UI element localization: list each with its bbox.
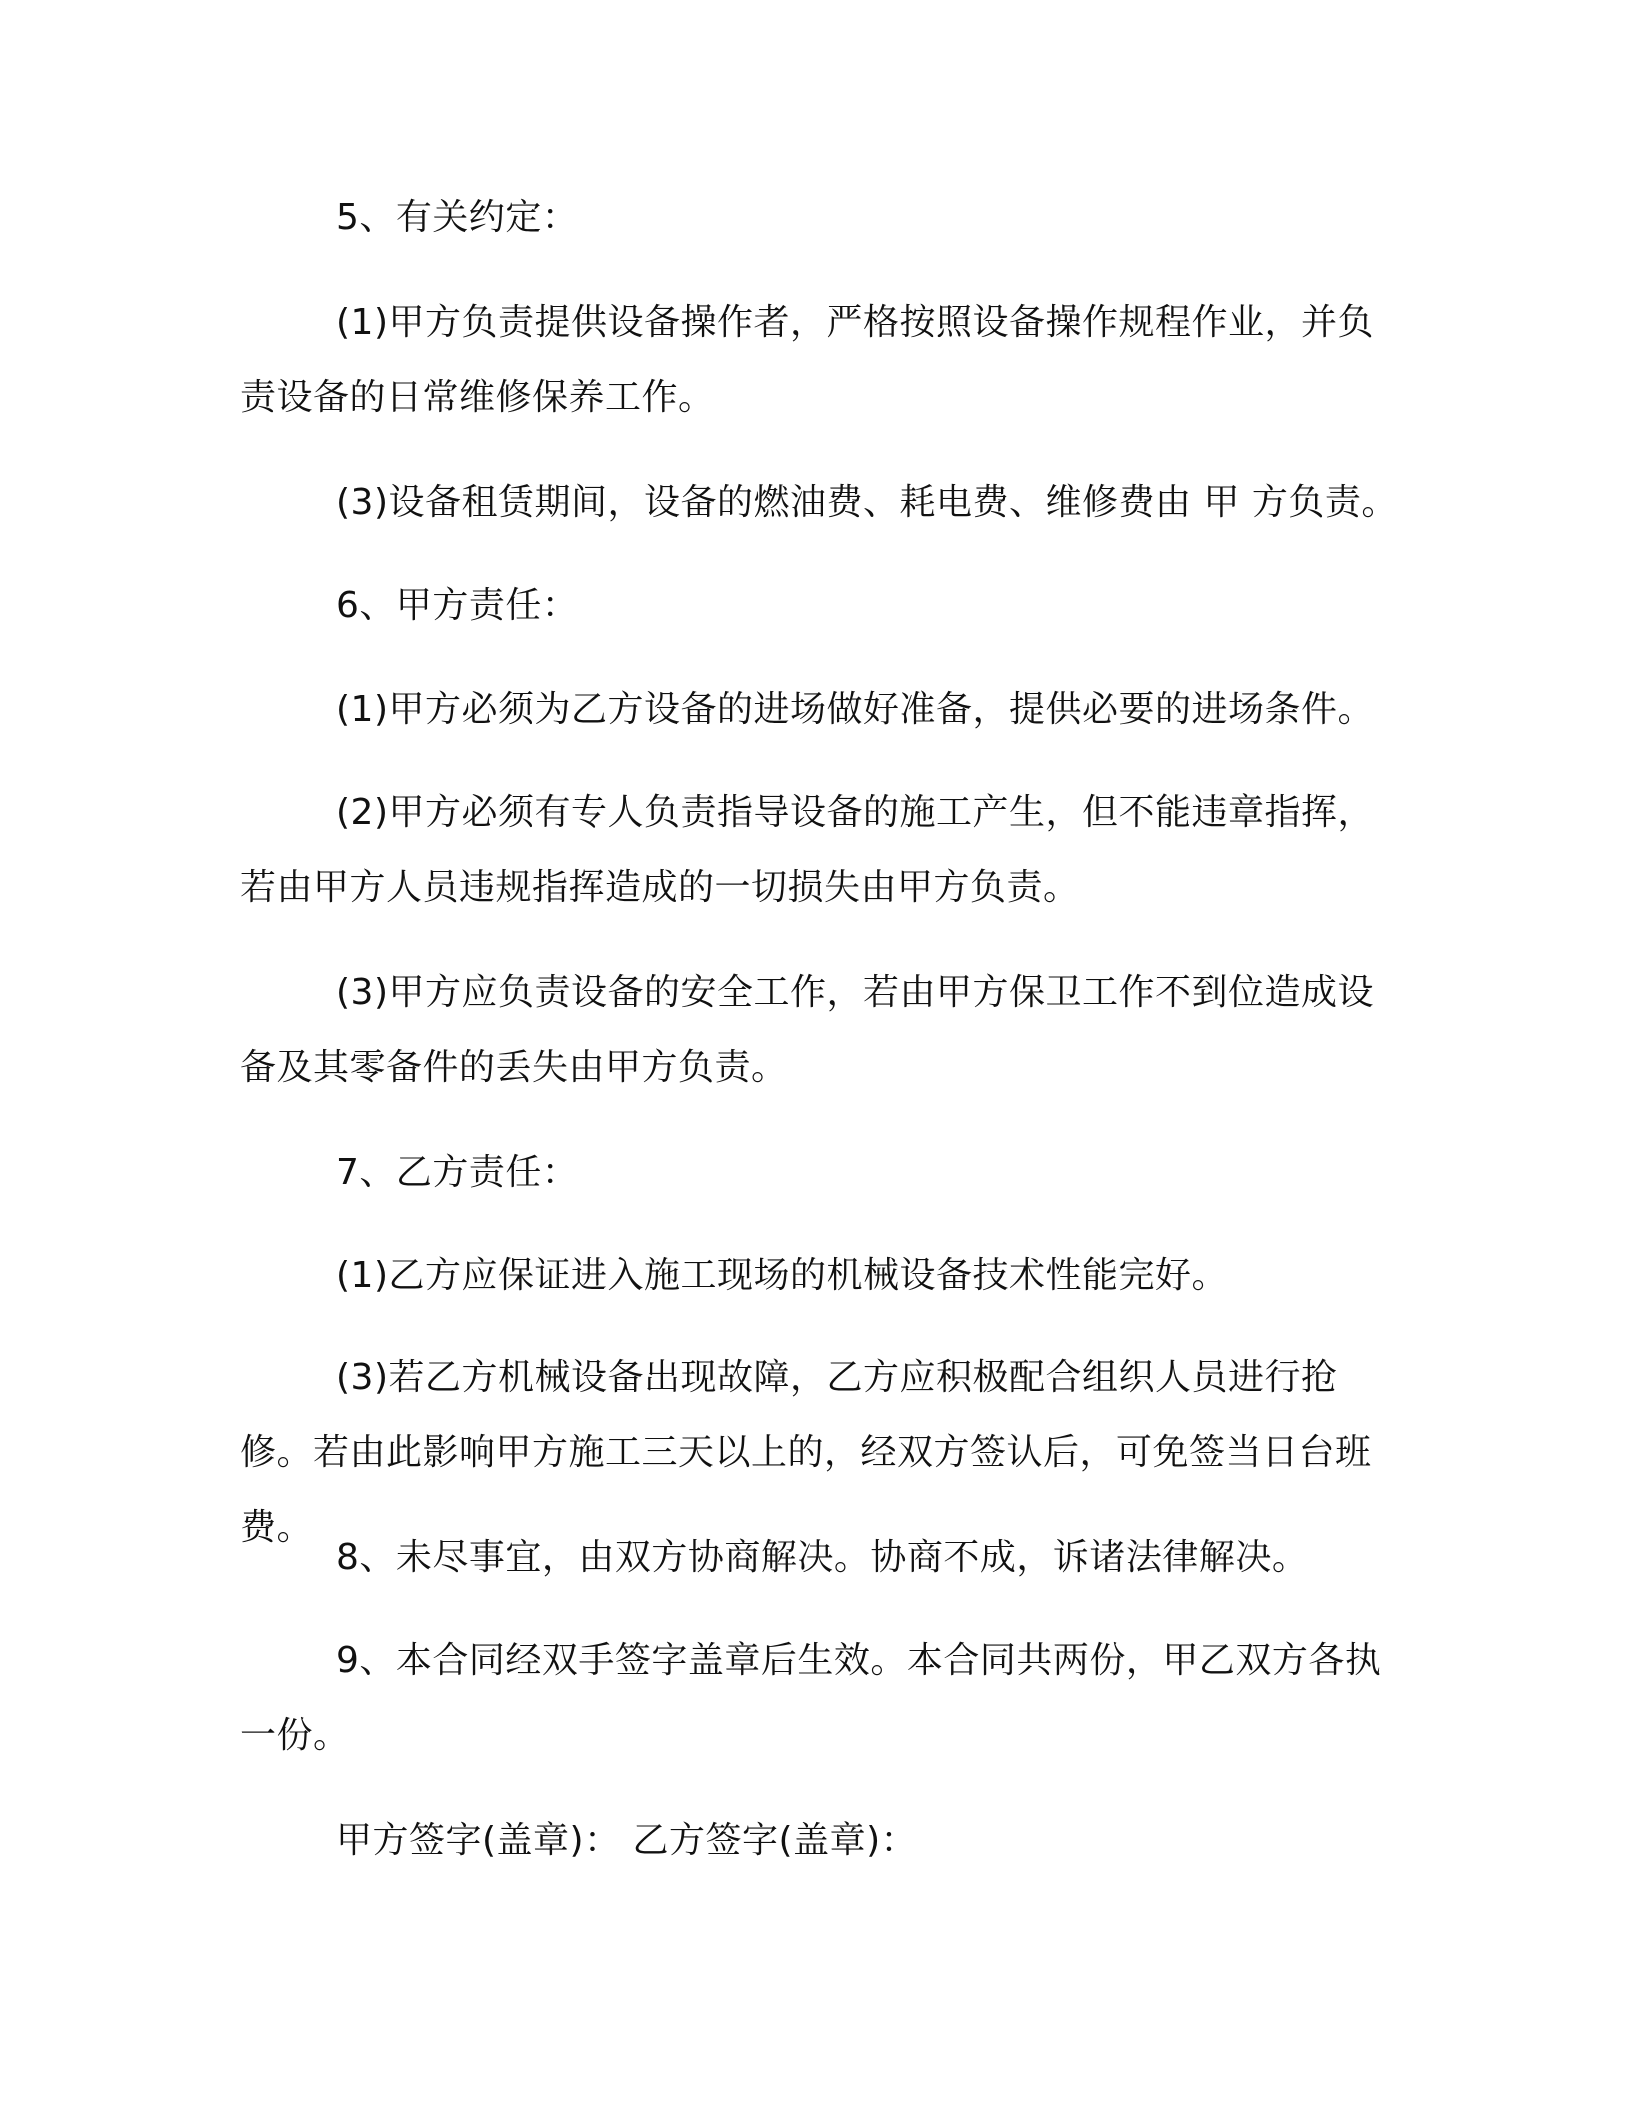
clause-8: 8、未尽事宜，由双方协商解决。协商不成，诉诸法律解决。 xyxy=(336,1537,1309,1578)
clause-7-heading: 7、乙方责任： xyxy=(336,1152,579,1193)
clause-5-heading: 5、有关约定： xyxy=(336,197,579,238)
clause-6-item-2: (2)甲方必须有专人负责指导设备的施工产生，但不能违章指挥，若由甲方人员违规指挥造成的一切损失由甲方负责。 xyxy=(240,792,1374,908)
clause-9: 9、本合同经双手签字盖章后生效。本合同共两份，甲乙双方各执一份。 xyxy=(240,1640,1382,1756)
clause-5-item-3: (3)设备租赁期间，设备的燃油费、耗电费、维修费由 甲 方负责。 xyxy=(336,482,1398,523)
clause-5-item-1: (1)甲方负责提供设备操作者，严格按照设备操作规程作业，并负责设备的日常维修保养工作。 xyxy=(240,302,1374,418)
clause-6-heading: 6、甲方责任： xyxy=(336,585,579,626)
clause-7-item-1: (1)乙方应保证进入施工现场的机械设备技术性能完好。 xyxy=(336,1255,1228,1296)
clause-7-item-3: (3)若乙方机械设备出现故障，乙方应积极配合组织人员进行抢修。若由此影响甲方施工三天以上的，经双方签认后，可免签当日台班费。 xyxy=(240,1357,1372,1548)
clause-6-item-1: (1)甲方必须为乙方设备的进场做好准备，提供必要的进场条件。 xyxy=(336,689,1374,730)
signature-line: 甲方签字(盖章)： 乙方签字(盖章)： xyxy=(336,1820,918,1861)
clause-6-item-3: (3)甲方应负责设备的安全工作，若由甲方保卫工作不到位造成设备及其零备件的丢失由甲方负责。 xyxy=(240,972,1374,1088)
